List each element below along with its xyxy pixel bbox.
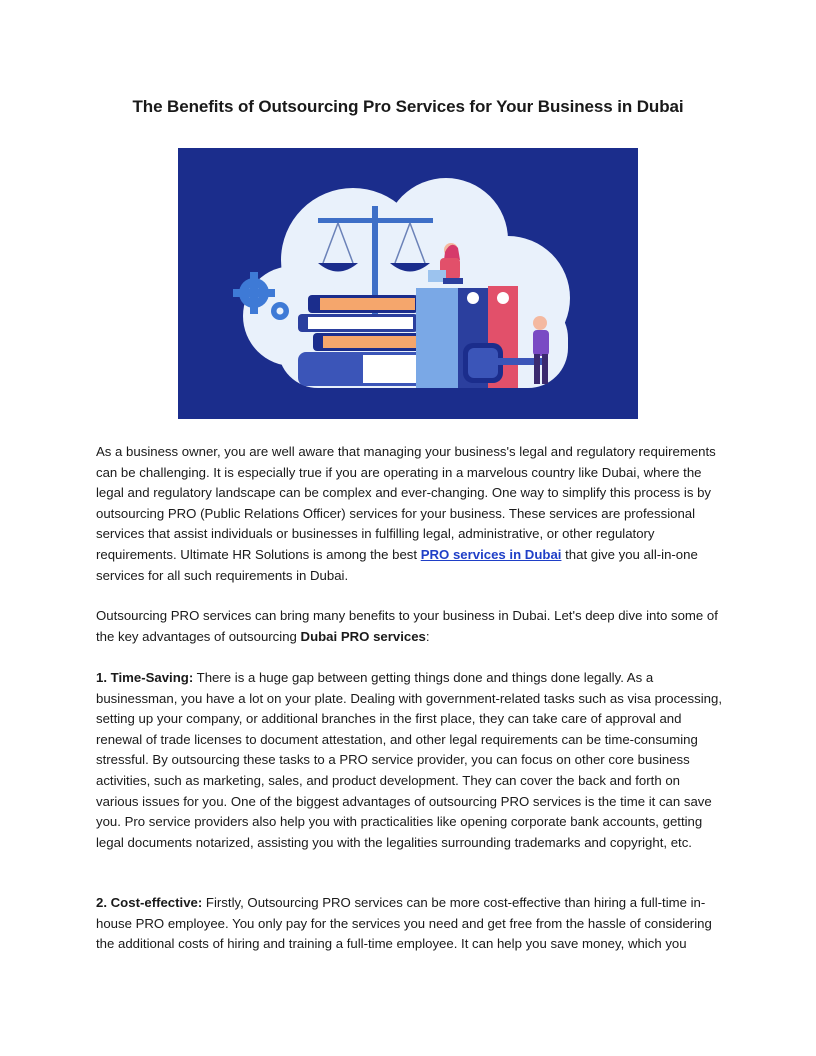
time-saving-heading: 1. Time-Saving: [96, 670, 194, 685]
page-title: The Benefits of Outsourcing Pro Services for Your Business in Dubai [132, 97, 684, 116]
books-stack [298, 295, 428, 386]
intro-text: As a business owner, you are well aware that managing your business's legal and regulatory requirements can be challenging. It is especially true if you are operating in a marvelous country like Dubai, where the legal and regulatory landscape can be complex and ever-changing. One way to simplify this process is by outsourcing PRO (Public Relations Officer) services for your business. These services are professional services that assist individuals or businesses in fulfilling legal, administrative, or other regulatory requirements. Ultimate HR Solutions is among the best [96, 444, 716, 562]
cost-effective-paragraph [96, 893, 722, 955]
small-gear-icon [271, 302, 289, 320]
cost-effective-text: Firstly, Outsourcing PRO services can be more cost-effective than hiring a full-time in-house PRO employee. You only pay for the services you need and get free from the hassle of considering the additional costs of hiring and training a full-time employee. It can help you save money, which you [96, 895, 712, 952]
pro-services-link[interactable]: PRO services in Dubai [420, 546, 562, 562]
time-saving-paragraph [96, 668, 722, 853]
cost-effective-heading: 2. Cost-effective: [96, 895, 203, 910]
benefits-intro-colon: : [425, 628, 430, 644]
intro-text-end: that give you all-in-one services for all such requirements in Dubai. [96, 546, 698, 583]
hero-illustration [178, 148, 638, 419]
time-saving-text: There is a huge gap between getting things done and things done legally. As a businessman, you have a lot on your plate. Dealing with government-related tasks such as visa processing, setting up your company, or additional branches in the first place, they can take care of approval and renewal of trade licenses to document attestation, and other legal requirements can be time-consuming stressful. By outsourcing these tasks to a PRO service provider, you can focus on other core business activities, such as marketing, sales, and product development. They can cover the back and forth on various issues for you. One of the biggest advantages of outsourcing PRO services is the time it can save you. Pro service providers also help you with practicalities like opening corporate bank accounts, getting legal documents notarized, assisting you with the legalities surrounding trademarks and copyright, etc. [96, 670, 723, 850]
dubai-pro-services-bold: Dubai PRO services [300, 628, 426, 644]
benefits-intro-paragraph [96, 606, 722, 647]
benefits-intro-text: Outsourcing PRO services can bring many benefits to your business in Dubai. Let's deep dive into some of the key advantages of outsourcing [96, 608, 718, 644]
intro-paragraph [96, 442, 722, 586]
